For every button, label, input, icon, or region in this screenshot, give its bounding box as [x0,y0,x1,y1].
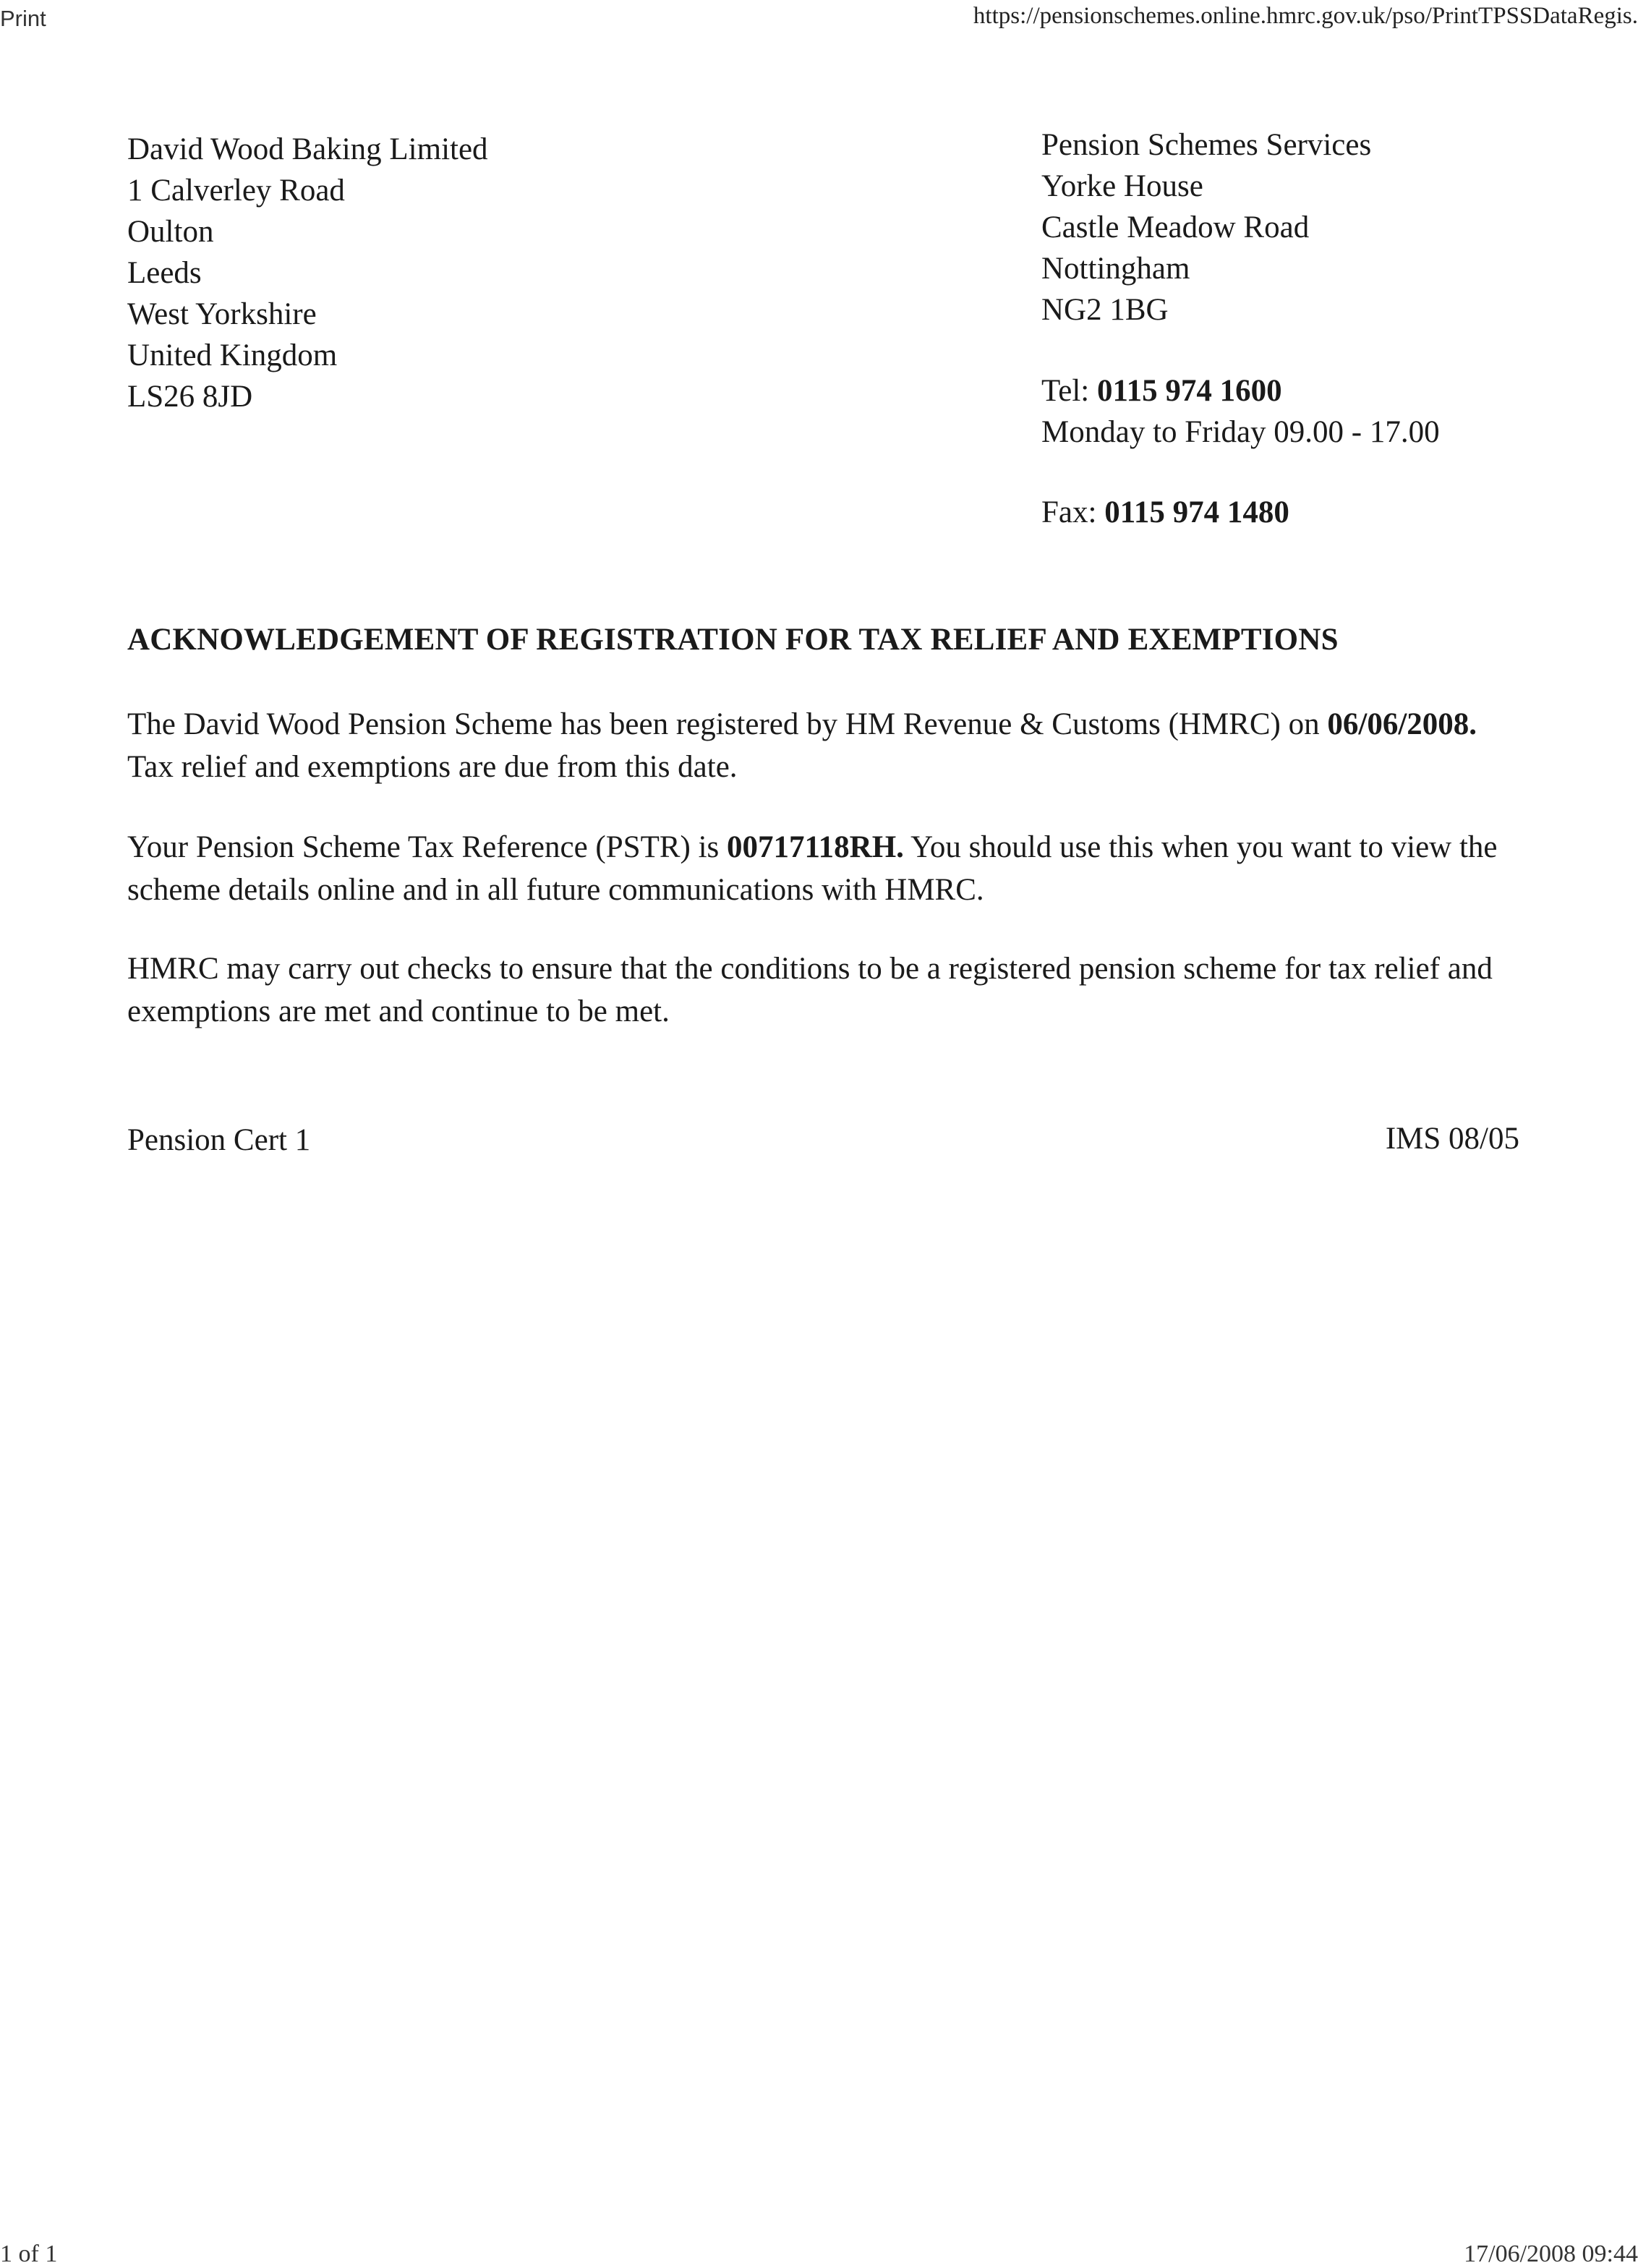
form-reference-left: Pension Cert 1 [127,1123,311,1157]
print-header-label: Print [0,6,46,31]
pstr-reference: 00717118RH. [727,830,904,864]
telephone-number: 0115 974 1600 [1097,374,1282,408]
registration-date: 06/06/2008. [1327,707,1477,741]
recipient-address [127,129,488,417]
print-timestamp: 17/06/2008 09:44 [1464,2241,1638,2267]
pstr-text: Your Pension Scheme Tax Reference (PSTR) is [127,830,728,864]
recipient-line: United Kingdom [127,338,338,372]
pstr-paragraph [127,826,1516,911]
sender-line: Nottingham [1041,252,1190,286]
fax-block [1041,492,1289,533]
fax-label: Fax: [1041,495,1097,529]
office-hours: Monday to Friday 09.00 - 17.00 [1041,415,1440,449]
checks-paragraph [127,947,1516,1033]
page-number: 1 of 1 [0,2241,58,2267]
pstr-text-cont: You should use this when you want to view the scheme details online and in all future communications with HMRC. [127,830,1498,907]
document-heading: ACKNOWLEDGEMENT OF REGISTRATION FOR TAX RELIEF AND EXEMPTIONS [127,623,1339,657]
sender-line: Pension Schemes Services [1041,128,1372,162]
recipient-line: 1 Calverley Road [127,174,345,208]
recipient-line: LS26 8JD [127,380,253,414]
print-header-url: https://pensionschemes.online.hmrc.gov.uk/pso/PrintTPSSDataRegis. [973,3,1638,29]
registration-paragraph [127,703,1516,788]
sender-address [1041,124,1371,331]
sender-line: NG2 1BG [1041,293,1169,327]
registration-text: The David Wood Pension Scheme has been registered by HM Revenue & Customs (HMRC) on [127,707,1328,741]
form-reference-right: IMS 08/05 [1385,1122,1519,1156]
sender-line: Castle Meadow Road [1041,210,1310,244]
telephone-label: Tel: [1041,374,1090,408]
recipient-line: West Yorkshire [127,297,317,331]
registration-text-cont: Tax relief and exemptions are due from this date. [127,750,738,784]
sender-line: Yorke House [1041,169,1203,203]
recipient-line: David Wood Baking Limited [127,132,488,166]
checks-text: HMRC may carry out checks to ensure that the conditions to be a registered pension scheme for tax relief and exemptions are met and continue to be met. [127,952,1493,1028]
telephone-line [1041,370,1440,412]
fax-number: 0115 974 1480 [1104,495,1289,529]
recipient-line: Oulton [127,215,214,249]
recipient-line: Leeds [127,256,202,290]
telephone-block [1041,370,1440,453]
